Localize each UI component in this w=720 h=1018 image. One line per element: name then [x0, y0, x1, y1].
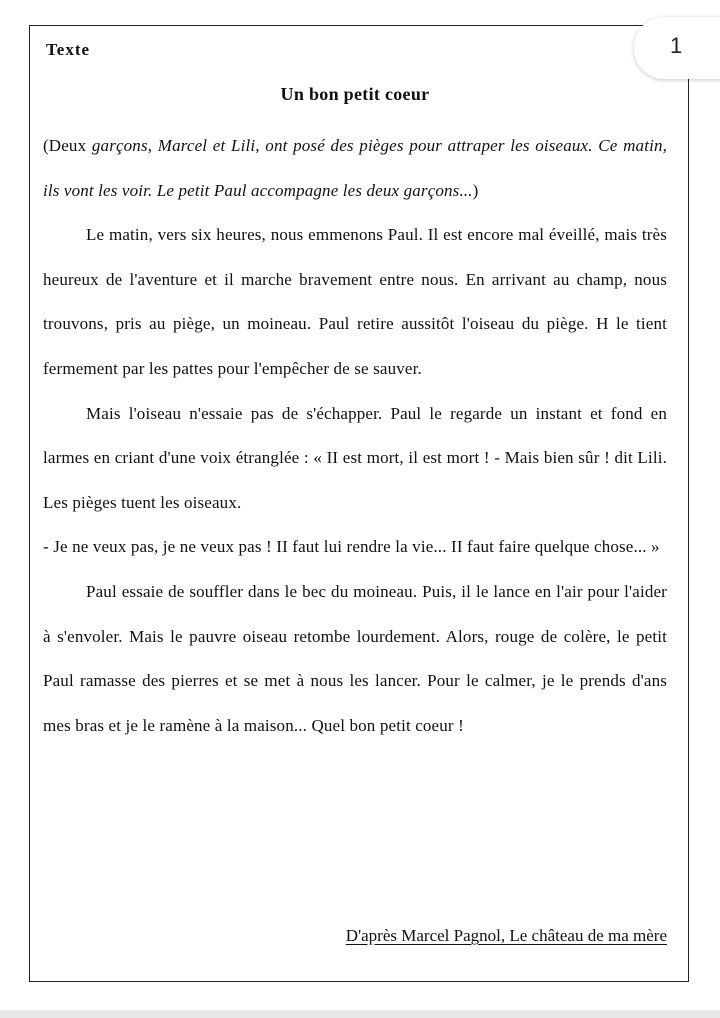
text-title: Un bon petit coeur — [280, 84, 430, 104]
intro-close-paren: ) — [472, 180, 479, 200]
paragraph-2: Mais l'oiseau n'essaie pas de s'échapper. Paul le regarde un instant et fond en larmes en criant d'une voix étranglée : « II est mort, il est mort ! - Mais bien sûr ! dit Lili. Les pièges tuent les oiseaux. — [43, 403, 667, 512]
intro-open-paren: (Deux — [43, 136, 92, 155]
paragraph-1: Le matin, vers six heures, nous emmenons Paul. Il est encore mal éveillé, mais très heureux de l'aventure et il marche bravement entre nous. En arrivant au champ, nous trouvons, pris au piège, un moineau. Paul retire aussitôt l'oiseau du piège. H le tient fermement par les pattes pour l'empêcher de se sauver. — [43, 225, 667, 378]
document-page — [29, 25, 689, 982]
intro-paragraph — [43, 124, 667, 213]
bottom-bar — [0, 1010, 720, 1018]
page-number-indicator[interactable] — [634, 17, 720, 79]
source-citation: D'après Marcel Pagnol, Le château de ma mère — [345, 926, 667, 945]
text-body — [43, 124, 667, 748]
page-number: 1 — [670, 33, 683, 58]
intro-italic-text: garçons, Marcel et Lili, ont posé des pièges pour attraper les oiseaux. Ce matin, ils vont les voir. Le petit Paul accompagne les deux garçons... — [43, 136, 667, 200]
paragraph-3: - Je ne veux pas, je ne veux pas ! II faut lui rendre la vie... II faut faire quelque chose... » — [43, 537, 660, 557]
paragraph-4: Paul essaie de souffler dans le bec du moineau. Puis, il le lance en l'air pour l'aider à s'envoler. Mais le pauvre oiseau retombe lourdement. Alors, rouge de colère, le petit Paul ramasse des pierres et se met à nous les lancer. Pour le calmer, je le prends d'ans mes bras et je le ramène à la maison... Quel bon petit coeur ! — [43, 581, 667, 735]
section-heading: Texte — [46, 40, 91, 59]
